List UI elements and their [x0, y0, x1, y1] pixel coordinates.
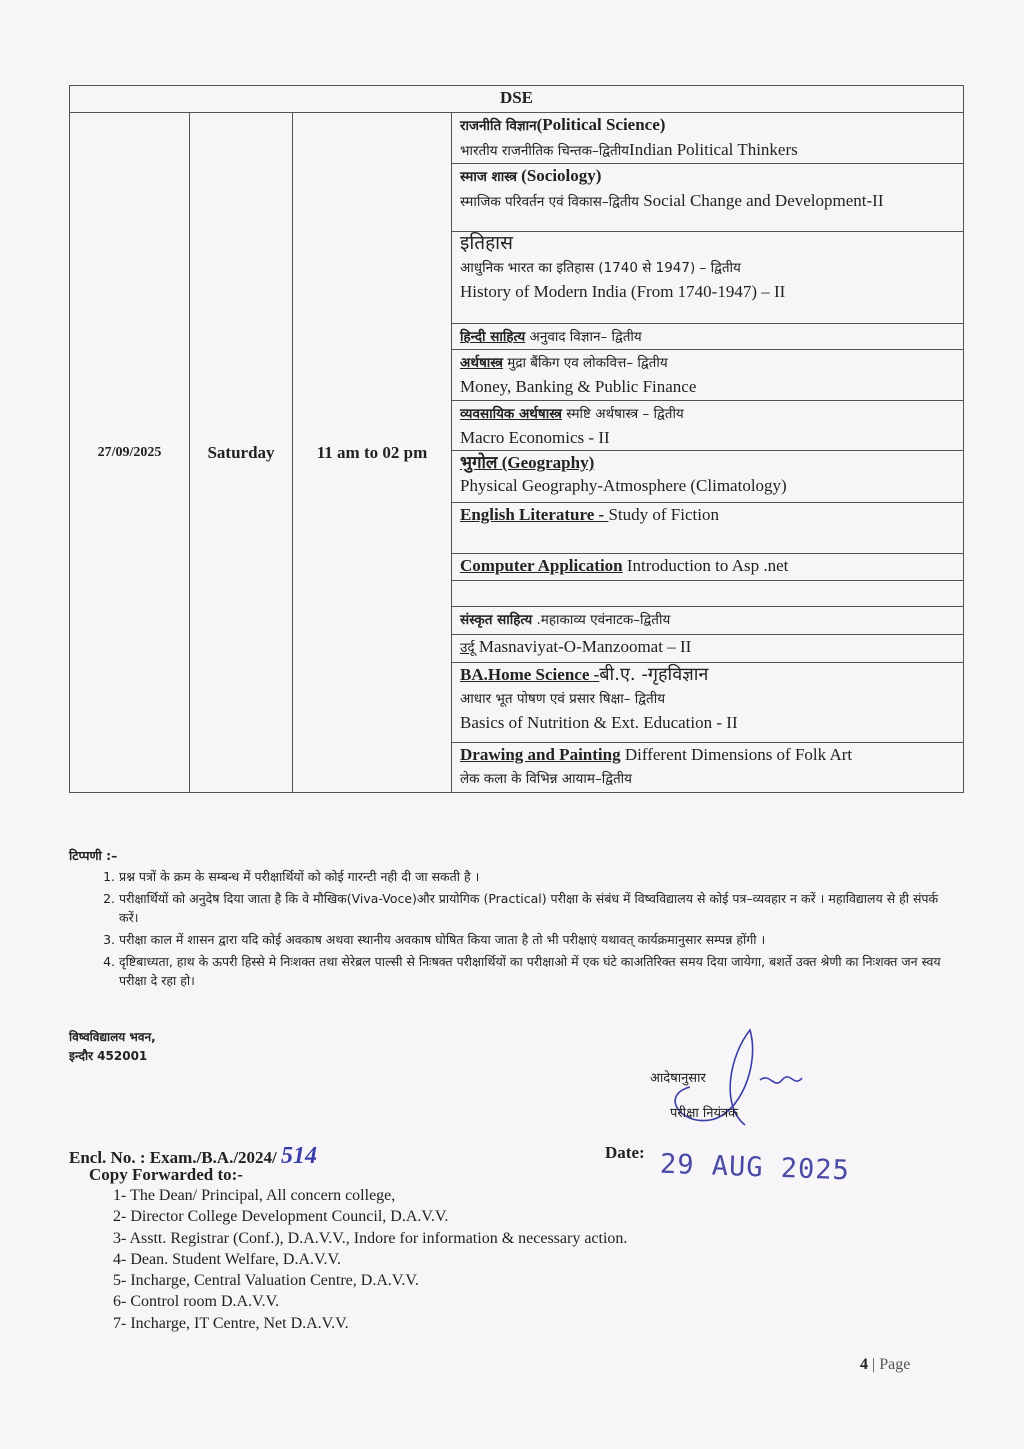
distribution-item: 3- Asstt. Registrar (Conf.), D.A.V.V., Indore for information & necessary action.: [113, 1229, 628, 1247]
distribution-item: 4- Dean. Student Welfare, D.A.V.V.: [113, 1250, 342, 1268]
subject-economics: [452, 350, 964, 401]
note-item: 1. प्रश्न पत्रों के क्रम के सम्बन्ध में परीक्षार्थियों को कोई गारन्टी नही दी जा सकती है ।: [119, 867, 949, 886]
subject-hindi-literature: [452, 324, 964, 350]
subject-political-science: [452, 113, 964, 164]
paper-hi: स्मष्टि अर्थषास्त्र – द्वितीय: [561, 406, 684, 422]
subject-title: राजनीति विज्ञान: [460, 118, 537, 134]
paper-hi: .महाकाव्य एवंनाटक–द्वितीय: [532, 612, 671, 628]
subject-title: व्यवसायिक अर्थषास्त्र: [460, 406, 562, 422]
notes-section: [69, 846, 949, 993]
paper-en: History of Modern India (From 1740-1947) – II: [460, 282, 786, 301]
subject-home-science: [452, 663, 964, 743]
paper-en: Basics of Nutrition & Ext. Education - II: [460, 713, 738, 732]
paper-en: Masnaviyat-O-Manzoomat – II: [474, 637, 692, 656]
paper-en: Different Dimensions of Folk Art: [620, 745, 853, 764]
paper-en: Social Change and Development-II: [638, 191, 884, 210]
note-item: 4. दृष्टिबाध्यता, हाथ के ऊपरी हिस्से मे निःशक्त तथा सेरेब्रल पाल्सी से निःषक्त परीक्षार्थियों का परीक्षाओ में एक घंटे काअतिरिक्त समय दिया जायेगा, बशर्ते उक्त श्रेणी का निःशक्त जन स्वय परीक्षा दे रहा हो।: [119, 952, 949, 990]
subject-title: हिन्दी साहित्य: [460, 329, 526, 345]
subject-sociology: [452, 164, 964, 232]
address-line: विष्वविद्यालय भवन,: [69, 1030, 156, 1044]
signature-designation: परीक्षा नियंत्रक: [670, 1106, 739, 1121]
subject-urdu: [452, 635, 964, 663]
paper-hi: लेक कला के विभिन्न आयाम–द्वितीय: [460, 771, 632, 787]
distribution-item: 2- Director College Development Council, D.A.V.V.: [113, 1208, 449, 1226]
subject-title: इतिहास: [460, 232, 513, 254]
paper-hi: मुद्रा बैंकिग एव लोकवित्त– द्वितीय: [502, 355, 668, 371]
page-number: [860, 1356, 910, 1374]
paper-en: Introduction to Asp .net: [622, 556, 789, 575]
subject-drawing-painting: [452, 743, 964, 793]
exam-date: 27/09/2025: [70, 113, 190, 793]
paper-en: Money, Banking & Public Finance: [460, 377, 697, 396]
paper-hi: आधार भूत पोषण एवं प्रसार षिक्षा– द्वितीय: [460, 691, 666, 707]
university-address: [69, 1028, 156, 1066]
paper-hi: स्माजिक परिवर्तन एवं विकास–द्वितीय: [460, 194, 639, 210]
empty-row: [452, 581, 964, 607]
subject-title-hi: बी.ए. -गृहविज्ञान: [599, 664, 709, 685]
distribution-list: [113, 1185, 627, 1334]
table-header-dse: DSE: [70, 86, 964, 113]
signature-title: आदेषानुसार: [650, 1071, 706, 1086]
paper-en: Study of Fiction: [608, 505, 719, 524]
subject-title: Computer Application: [460, 556, 623, 575]
exam-time: 11 am to 02 pm: [293, 113, 452, 793]
paper-en: Indian Political Thinkers: [629, 140, 798, 159]
subject-history: [452, 232, 964, 324]
paper-en: Physical Geography-Atmosphere (Climatology): [460, 476, 787, 495]
subject-computer-application: [452, 554, 964, 581]
distribution-item: 6- Control room D.A.V.V.: [113, 1293, 280, 1311]
paper-en: Macro Economics - II: [460, 428, 610, 447]
notes-heading: टिप्पणी :–: [69, 848, 118, 863]
note-item: 2. परीक्षार्थियों को अनुदेष दिया जाता है कि वे मौखिक(Viva-Voce)और प्रायोगिक (Practical) परीक्षा के संबंध में विष्वविद्यालय से कोई पत्र–व्यवहार न करें । महाविद्यालय से ही संपर्क करें।: [119, 889, 949, 927]
copy-forwarded-heading: Copy Forwarded to:-: [89, 1165, 243, 1184]
page-label: | Page: [872, 1356, 911, 1373]
subject-sanskrit: [452, 607, 964, 635]
distribution-item: 5- Incharge, Central Valuation Centre, D.A.V.V.: [113, 1272, 419, 1290]
subject-title: भुगोल (Geography): [460, 453, 595, 472]
subject-title: स्माज शास्त्र: [460, 169, 517, 185]
subject-english-literature: [452, 503, 964, 554]
exam-schedule-table: [69, 85, 964, 793]
date-label: Date:: [605, 1143, 645, 1162]
signature-block: [650, 1025, 860, 1135]
paper-hi: भारतीय राजनीतिक चिन्तक–द्वितीय: [460, 143, 630, 159]
subject-title: English Literature -: [460, 505, 609, 524]
paper-hi: अनुवाद विज्ञान– द्वितीय: [525, 329, 642, 345]
subject-business-economics: [452, 401, 964, 451]
distribution-item: 7- Incharge, IT Centre, Net D.A.V.V.: [113, 1314, 349, 1332]
subject-title: उर्दू: [460, 640, 475, 656]
note-item: 3. परीक्षा काल में शासन द्वारा यदि कोई अवकाष अथवा स्थानीय अवकाष घोषित किया जाता है तो भी परीक्षाएं यथावत् कार्यक्रमानुसार सम्पन्न होंगी ।: [119, 930, 949, 949]
exam-day: Saturday: [190, 113, 293, 793]
subject-geography: [452, 451, 964, 503]
distribution-item: 1- The Dean/ Principal, All concern college,: [113, 1187, 396, 1204]
date-stamp: 29 AUG 2025: [659, 1148, 851, 1187]
address-line: इन्दौर 452001: [69, 1049, 148, 1063]
subject-title-en: (Sociology): [516, 166, 602, 185]
subject-title: Drawing and Painting: [460, 745, 621, 764]
enclosure-handwritten-number: 514: [281, 1143, 318, 1169]
subject-title: संस्कृत साहित्य: [460, 612, 533, 628]
subject-title: अर्थषास्त्र: [460, 355, 503, 371]
paper-hi: आधुनिक भारत का इतिहास (1740 से 1947) – द्वितीय: [460, 260, 741, 276]
enclosure-label: Encl. No. : Exam./B.A./2024/: [69, 1148, 282, 1167]
subject-title: BA.Home Science -: [460, 665, 600, 684]
subject-title-en: (Political Science): [536, 115, 666, 134]
page-number-value: 4: [860, 1356, 868, 1373]
